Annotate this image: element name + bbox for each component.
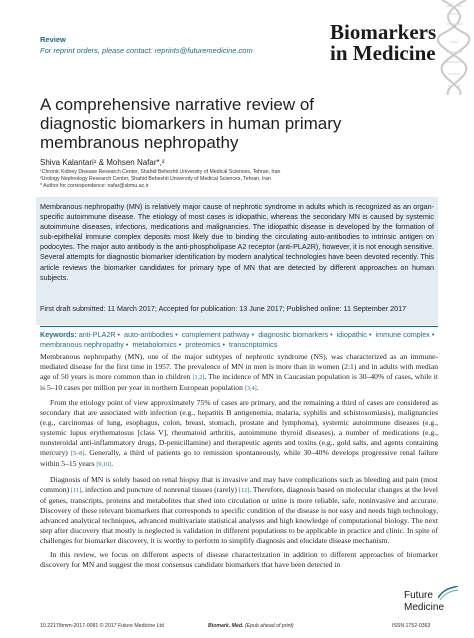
dna-helix-icon [436,0,472,95]
citation[interactable]: [12] [238,486,250,494]
paragraph-4: In this review, we focus on different aspects of disease characterization in addition to different approaches of biomarker discovery for MN and suggest the most consensus candidate biomarkers that have been detected in [40,549,438,569]
divider [40,326,438,327]
authors: Shiva Kalantari¹ & Mohsen Nafar*,² [40,158,165,167]
journal-citation: Biomark. Med. (Epub ahead of print) [208,623,294,629]
title-line-2: diagnostic biomarkers in human primary [40,114,342,133]
journal-logo [330,22,450,64]
keyword[interactable]: transcriptomics [229,340,278,349]
issn: ISSN 1752-0363 [392,623,431,629]
keyword[interactable]: anti-PLA2R [78,330,116,339]
keyword[interactable]: diagnostic biomarkers [258,330,329,339]
keyword[interactable]: membranous nephropathy [40,340,124,349]
article-title [40,95,370,152]
citation[interactable]: [3,4] [244,385,257,393]
reprint-contact[interactable]: For reprint orders, please contact: reprints@futuremedicine.com [40,46,253,55]
citation[interactable]: [9,10] [96,461,112,469]
publisher-logo-line2: Medicine [404,602,445,613]
abstract-text: Membranous nephropathy (MN) is relatively major cause of nephrotic syndrome in adults which is recognized as an organ-specific autoimmune disease. The etiology of most cases is idiopathic, whereas the secondary MN is caused by systemic autoimmune diseases, infections, medications and malignancies. The idiopathic disease is developed by the formation of sub-epithelial immune complex deposits most likely due to binding the circulating auto-antibodies to intrinsic antigen on podocytes. The major auto antibody is the anti-phospholipase A2 receptor (anti-PLA2R), however, it is not enough sensitive. Several attempts for diagnostic biomarker identification by modern analytical technologies have been devoted recently. This article reviews the biomarker candidates for primary type of MN that are detected by different approaches on human subjects. [40,202,434,282]
journal-logo-line1: Biomarkers [330,20,437,44]
correspondence: * Author for correspondence: nafar@sbmu.ac.ir [40,183,149,189]
keyword[interactable]: auto-antibodies [124,330,174,339]
paragraph-3: Diagnosis of MN is solely based on renal biopsy that is invasive and may have complications such as bleeding and pain (most common) [11], infection and puncture of nonrenal tissues (rarely) [12]. Therefore, diagnosis based on molecular changes at the level of genes, transcripts, proteins and metabolites that shed into circulation or urine is more reliable, safe, noninvasive and accurate. Discovery of these relevant biomarkers that corresponds to specific condition of the disease is not easy and needs high technology, advanced analytical techniques, advanced multivariate statistical analyses and high knowledge of computational biology. The next step after discovery that mostly is neglected is validation in different populations to be applicable in practice and clinic. In spite of challenges for biomarker discovery, it is worthy to perform to simplify diagnosis and elucidate disease mechanism. [40,474,438,545]
citation[interactable]: [5–8] [70,450,85,458]
paragraph-2: From the etiology point of view approximately 75% of cases are primary, and the remaining a third of cases are considered as secondary that are associated with infection (e.g., hepatitis B antigenemia, malaria, syphilis and schistosomiasis), malignancies (e.g., carcinomas of lung, esophagus, colon, breast, stomach, prostate and lymphoma), systemic autoimmune diseases (e.g., systemic lupus erythematosus [class V], rheumatoid arthritis, autoimmune thyroid diseases), a number of medications (e.g., nonsteroidal anti-inflammatory drugs, D-penicillamine) and therapeutic agents and toxins (e.g., gold salts, and agents containing mercury) [5–8]. Generally, a third of patients go to remission spontaneously, while 30–40% develops progressive renal failure within 5–15 years [9,10]. [40,398,438,469]
keyword[interactable]: metabolomics [132,340,177,349]
affiliation-1: ¹Chronic Kidney Disease Research Center, Shahid Beheshti University of Medical Sciences, Tehran, Iran [40,169,281,175]
keyword[interactable]: idiopathic [336,330,368,339]
publisher-logo [404,590,464,614]
submission-dates: First draft submitted: 11 March 2017; Accepted for publication: 13 June 2017; Published online: 11 September 2017 [40,304,407,313]
journal-logo-line2: in Medicine [330,41,436,65]
keywords: Keywords: anti-PLA2R • auto-antibodies • complement pathway • diagnostic biomarkers • idiopathic • immune complex • membranous nephropathy • metabolomics • proteomics • transcriptomics [40,330,435,349]
keyword[interactable]: complement pathway [181,330,250,339]
section-label: Review [40,35,66,44]
citation[interactable]: [1,2] [192,374,205,382]
keyword[interactable]: proteomics [185,340,221,349]
title-line-1: A comprehensive narrative review of [40,95,315,114]
citation[interactable]: [11] [71,486,82,494]
doi-copyright[interactable]: 10.2217/bmm-2017-0081 © 2017 Future Medicine Ltd [40,623,164,629]
keyword[interactable]: immune complex [375,330,430,339]
body-text [40,352,438,574]
affiliation-2: ²Urology Nephrology Research Center, Shahid Beheshti University of Medical Sciences, Tehran, Iran [40,176,271,182]
paragraph-1: Membranous nephropathy (MN), one of the major subtypes of nephrotic syndrome (NS), was characterized as an immune-mediated disease for the first time in 1957. The prevalence of MN in men is more than in women (2:1) and in adults with median age of 50 years is more common than in children [1,2]. The incidence of MN in Caucasian population is 30–40% of cases, while it is 5–10 cases per million per year in northern European population [3,4]. [40,352,438,393]
title-line-3: membranous nephropathy [40,133,239,152]
publisher-logo-line1: Future [404,590,433,601]
keywords-label: Keywords: [40,330,77,339]
